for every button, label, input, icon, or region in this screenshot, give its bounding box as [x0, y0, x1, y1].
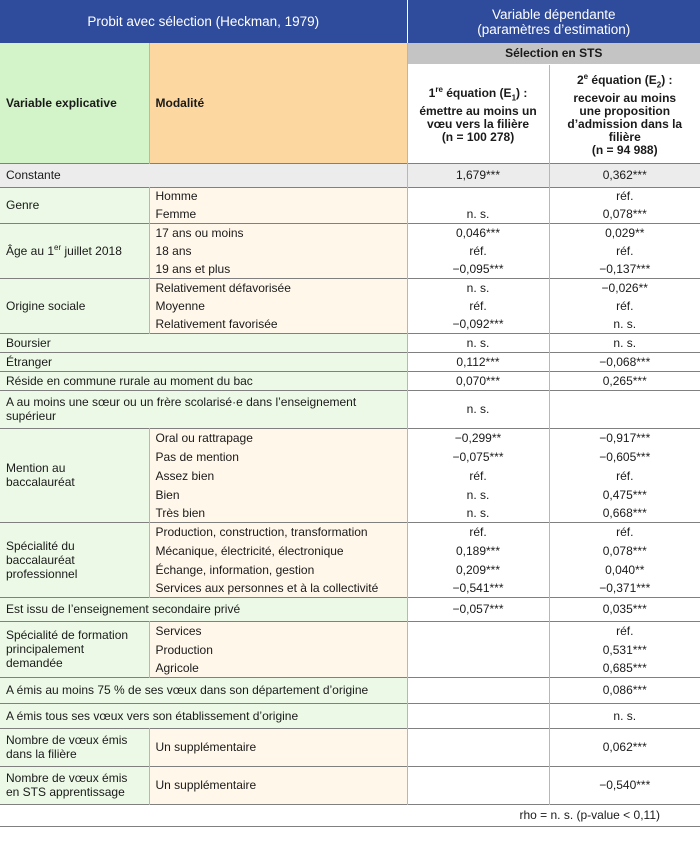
row-fratrie: A au moins une sœur ou un frère scolarisé·e dans l’enseignement supérieur n. s.	[0, 390, 700, 428]
row-specialite-bac: Spécialité du baccalauréat professionnel Production, construction, transformation réf. réf.	[0, 522, 700, 541]
row-commune-rurale: Réside en commune rurale au moment du bac 0,070*** 0,265***	[0, 371, 700, 390]
row-voeux-75: A émis au moins 75 % de ses vœux dans son département d’origine 0,086***	[0, 677, 700, 703]
row-age: Âge au 1er juillet 2018 17 ans ou moins 0,046*** 0,029**	[0, 223, 700, 242]
col-header-variable: Variable explicative	[0, 43, 149, 163]
row-specialite-formation: Spécialité de formation principalement demandée Services réf.	[0, 621, 700, 640]
model-title: Probit avec sélection (Heckman, 1979)	[0, 0, 407, 43]
equation2-header: 2e équation $(E_2)$ : recevoir au moins une proposition d’admission dans la filière (n = 94 988)	[549, 64, 700, 163]
row-rho	[0, 804, 700, 826]
dep-var-line1: Variable dépendante	[491, 6, 616, 22]
row-genre: Genre Homme réf.	[0, 187, 700, 205]
row-origine-sociale: Origine sociale Relativement défavorisée n. s. −0,026**	[0, 278, 700, 297]
row-constante: Constante 1,679*** 0,362***	[0, 163, 700, 187]
rho-note: rho = n. s. (p-value < 0,11)	[407, 804, 700, 826]
equation1-header: 1re équation $(E_1)$ : émettre au moins un vœu vers la filière (n = 100 278)	[407, 64, 549, 163]
dep-var-line2: (paramètres d’estimation)	[477, 21, 631, 37]
dependent-variable-title	[407, 0, 700, 43]
row-nb-voeux-filiere: Nombre de vœux émis dans la filière Un supplémentaire 0,062***	[0, 728, 700, 766]
selection-header: Sélection en STS	[407, 43, 700, 64]
row-mention: Mention au baccalauréat Oral ou rattrapage −0,299** −0,917***	[0, 428, 700, 447]
col-header-modality: Modalité	[149, 43, 407, 163]
row-boursier: Boursier n. s. n. s.	[0, 333, 700, 352]
row-etranger: Étranger 0,112*** −0,068***	[0, 352, 700, 371]
row-voeux-tous: A émis tous ses vœux vers son établissement d’origine n. s.	[0, 703, 700, 728]
row-prive: Est issu de l’enseignement secondaire privé −0,057*** 0,035***	[0, 597, 700, 621]
row-nb-voeux-apprentissage: Nombre de vœux émis en STS apprentissage Un supplémentaire −0,540***	[0, 766, 700, 804]
regression-table: Probit avec sélection (Heckman, 1979) Variable dépendante (paramètres d’estimation) Variable explicative Modalité Sélection en STS 1re équation $(E_1)$ : émettre au moins un vœu vers la filière (n = 100 278) 2e équation $(E_2)$ : recevoir au moins une proposition d’admission dans la filière (n = 94 988) Constante 1,679*** 0,362*** Genre Homme réf. Femme n. s. 0,078*** Âge au 1er juillet 2018 17 ans ou moins 0,046*** 0,029** 18 ans réf. réf. 19 ans et plus −0,095*** −0,137*** Origine sociale Relativement défavorisée n. s. −0,026** Moyenne réf. réf. Relativement favorisée −0,092*** n. s. Boursier n. s. n. s. Étranger 0,112*** −0,068*** Réside en commune rurale au moment du bac 0,070*** 0,265*** A au moins une sœur ou un frère scolarisé·e dans l’enseignement supérieur n. s. Mention au baccalauréat Oral ou rattrapage −0,299** −0,917*** Pas de mention −0,075*** −0,605*** Assez bien réf. réf. Bien n. s. 0,475*** Très bien n. s. 0,668*** Spécialité du baccalauréat professionnel Production, construction, transformation réf. réf. Mécanique, électricité, électronique 0,189*** 0,078*** Échange, information, gestion 0,209*** 0,040** Services aux personnes et à la collectivité −0,541*** −0,371*** Est issu de l’enseignement secondaire privé −0,057*** 0,035*** Spécialité de formation principalement demandée Services réf. Production 0,531*** Agricole 0,685*** A émis au moins 75 % de ses vœux dans son département d’origine 0,086*** A émis tous ses vœux vers son établissement d’origine n. s. Nombre de vœux émis dans la filière Un supplémentaire 0,062*** Nombre de vœux émis en STS apprentissage Un supplémentaire −0,540*** rho = n. s. (p-value < 0,11)	[0, 0, 700, 827]
